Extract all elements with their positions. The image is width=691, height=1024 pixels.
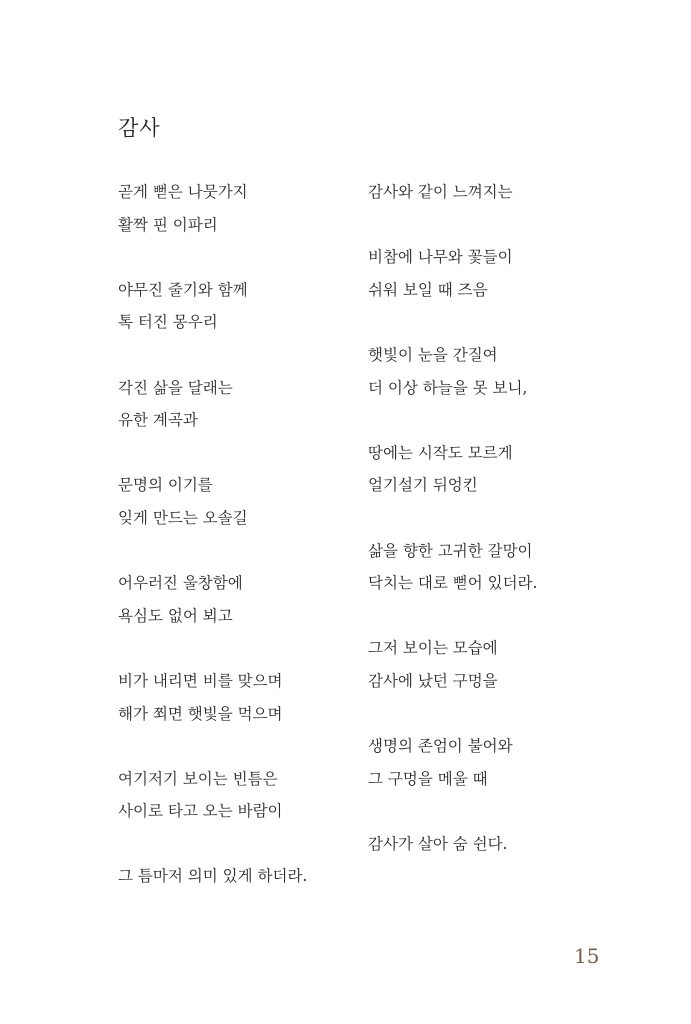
left-poem-line: 욕심도 없어 뵈고 — [118, 606, 233, 625]
left-poem-line: 어우러진 울창함에 — [118, 574, 243, 593]
stanza-break — [118, 730, 368, 763]
left-poem-line: 해가 쬐면 햇빛을 먹으며 — [118, 704, 283, 723]
left-poem-line: 활짝 핀 이파리 — [118, 215, 218, 234]
right-poem-line: 감사가 살아 숨 쉰다. — [368, 834, 508, 853]
left-poem-line: 여기저기 보이는 빈틈은 — [118, 769, 278, 788]
stanza-break — [118, 241, 368, 274]
right-poem-line: 생명의 존엄이 불어와 — [368, 737, 513, 756]
poem-left-column — [118, 176, 368, 893]
poem-title: 감사 — [118, 116, 161, 140]
right-poem-line: 닥치는 대로 뻗어 있더라. — [368, 574, 538, 593]
right-poem-line: 땅에는 시작도 모르게 — [368, 443, 513, 462]
left-poem-line: 유한 계곡과 — [118, 411, 198, 430]
stanza-break — [368, 600, 618, 633]
stanza-break — [118, 632, 368, 665]
left-poem-line: 사이로 타고 오는 바람이 — [118, 802, 283, 821]
stanza-break — [118, 828, 368, 861]
right-poem-line: 햇빛이 눈을 간질여 — [368, 345, 498, 364]
stanza-break — [368, 502, 618, 535]
left-poem-line: 문명의 이기를 — [118, 476, 213, 495]
right-poem-line: 그저 보이는 모습에 — [368, 639, 498, 658]
right-poem-line: 감사에 났던 구멍을 — [368, 671, 498, 690]
left-poem-line: 비가 내리면 비를 맞으며 — [118, 671, 283, 690]
right-poem-line: 비참에 나무와 꽃들이 — [368, 248, 513, 267]
left-poem-line: 톡 터진 몽우리 — [118, 313, 218, 332]
stanza-break — [368, 306, 618, 339]
stanza-break — [118, 339, 368, 372]
stanza-break — [368, 404, 618, 437]
right-poem-line: 쉬워 보일 때 즈음 — [368, 280, 488, 299]
stanza-break — [368, 209, 618, 242]
right-poem-line: 감사와 같이 느껴지는 — [368, 183, 513, 201]
page-number: 15 — [574, 944, 600, 968]
left-poem-line: 곧게 뻗은 나뭇가지 — [118, 183, 248, 201]
right-poem-line: 그 구멍을 메울 때 — [368, 769, 488, 788]
stanza-break — [118, 437, 368, 470]
left-poem-line: 잊게 만드는 오솔길 — [118, 508, 248, 527]
stanza-break — [118, 535, 368, 568]
left-poem-line: 야무진 줄기와 함께 — [118, 280, 248, 299]
right-poem-line: 삶을 향한 고귀한 갈망이 — [368, 541, 533, 560]
stanza-break — [368, 795, 618, 828]
poem-right-column — [368, 176, 618, 860]
stanza-break — [368, 698, 618, 731]
left-poem-line: 그 틈마저 의미 있게 하더라. — [118, 867, 308, 886]
right-poem-line: 얼기설기 뒤엉킨 — [368, 476, 478, 495]
left-poem-line: 각진 삶을 달래는 — [118, 378, 233, 397]
right-poem-line: 더 이상 하늘을 못 보니, — [368, 378, 528, 397]
